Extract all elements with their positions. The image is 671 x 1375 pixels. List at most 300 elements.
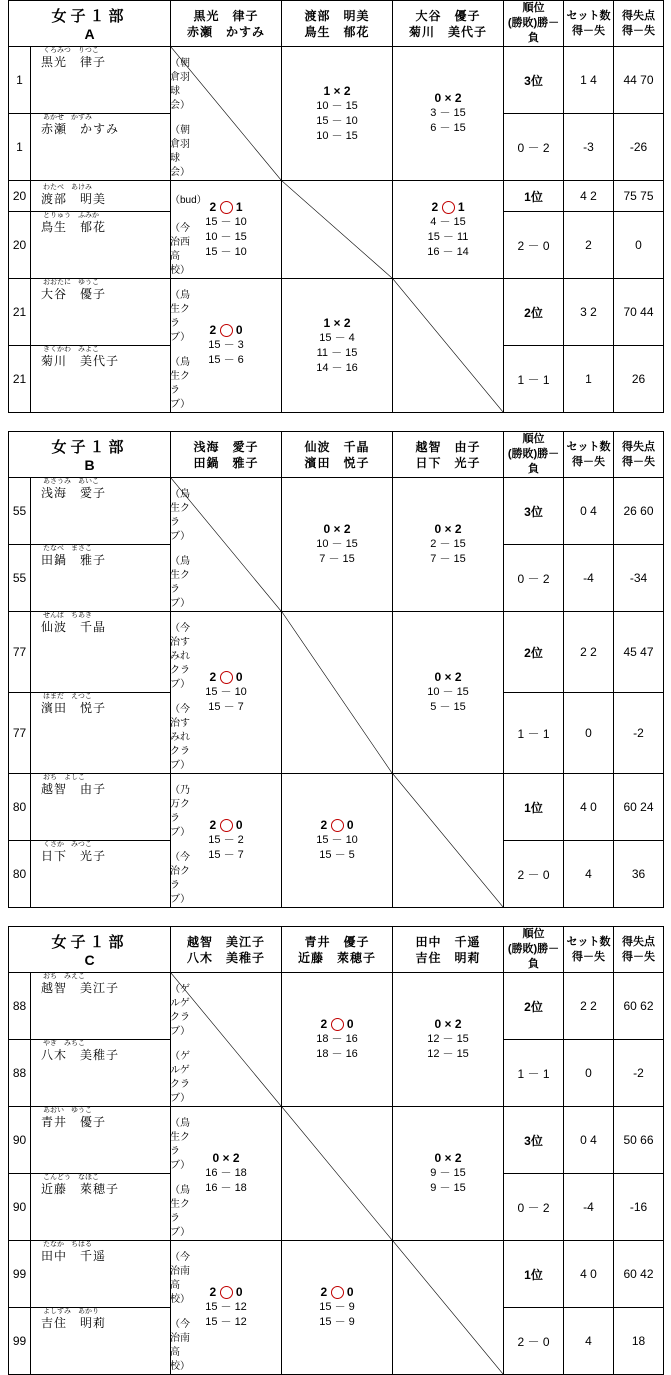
opponent-header: [282, 432, 393, 478]
entry-number: 88: [9, 973, 31, 1040]
player-name: 濱田 悦子: [41, 701, 107, 715]
set-score: 15 － 10: [316, 834, 358, 846]
result-block-c: [8, 926, 663, 1375]
diagonal-cell: [171, 478, 282, 612]
match-cell: [282, 1241, 393, 1375]
opponent-player-1: 渡部 明美: [304, 8, 370, 23]
sets-won-lost: 1 4: [564, 47, 614, 114]
set-score: 6 － 15: [430, 122, 466, 134]
win-circle-icon: [220, 324, 233, 337]
win-circle-icon: [442, 201, 455, 214]
player-cell: [31, 346, 191, 413]
set-score: 10 － 15: [316, 99, 358, 112]
player-name-row: [31, 620, 191, 692]
sets-won-lost: 4 0: [564, 774, 614, 841]
rank-header: [504, 927, 564, 973]
diagonal-cell: [171, 973, 282, 1107]
win-loss-record: 2 － 0: [504, 1308, 564, 1375]
diagonal-cell: [393, 279, 504, 413]
match-result: 0 × 2: [434, 91, 462, 106]
entry-number: 99: [9, 1308, 31, 1375]
match-result: 2 0: [209, 818, 243, 832]
player-name-row: [31, 354, 191, 412]
points-header-label: 得失点: [622, 935, 656, 948]
win-circle-icon: [220, 1286, 233, 1299]
player-name-row: [31, 122, 190, 180]
match-result: 2 1: [209, 199, 243, 214]
sets-difference: -4: [564, 1174, 614, 1241]
set-score: 10 － 15: [316, 129, 358, 142]
sets-won-lost: 0 4: [564, 478, 614, 545]
match-result: 2 0: [320, 1285, 354, 1299]
set-score: 15 － 12: [205, 1301, 247, 1313]
player-name-row: [31, 981, 191, 1039]
opponent-player-2: 鳥生 郁花: [304, 24, 370, 39]
set-score: 15 － 10: [205, 686, 247, 698]
set-score: 5 － 15: [430, 701, 466, 713]
opponent-player-1: 青井 優子: [304, 934, 370, 949]
player-name: 越智 由子: [41, 782, 107, 796]
player-cell: [31, 545, 191, 612]
match-result: 0 × 2: [434, 1017, 462, 1032]
player-club: （今治西高校）: [170, 223, 190, 276]
win-circle-icon: [220, 819, 233, 832]
player-ruby: あさうみ あいこ: [43, 478, 99, 485]
points-difference: -34: [614, 545, 664, 612]
player-club: （朝倉羽球会）: [170, 125, 190, 178]
match-result: 2 0: [209, 670, 243, 684]
points-header: [614, 432, 664, 478]
player-ruby: たなか ちはる: [43, 1241, 92, 1248]
rank-value: 1位: [504, 1241, 564, 1308]
player-ruby: あおい ゆうこ: [43, 1107, 92, 1114]
lose-x-icon: ×: [444, 1151, 452, 1166]
player-cell: [31, 478, 191, 545]
rank-header-label: 順位: [522, 433, 545, 445]
result-block-b: [8, 431, 663, 908]
match-result: 2 0: [320, 818, 354, 832]
rank-header-sub: (勝敗)勝－負: [507, 448, 560, 475]
win-loss-record: 1 － 1: [504, 693, 564, 774]
sets-difference: -3: [564, 114, 614, 181]
player-cell: [31, 279, 191, 346]
match-result: 1 × 2: [323, 315, 351, 330]
opponent-header: [282, 927, 393, 973]
opponent-player-1: 越智 美江子: [187, 934, 266, 949]
player-ruby: わたべ あけみ: [43, 184, 92, 191]
set-score: 7 － 15: [319, 553, 355, 565]
block-title-cell: [9, 927, 171, 973]
block-title: 女子１部: [51, 8, 128, 25]
opponent-player-2: 日下 光子: [415, 455, 481, 470]
sets-header-sub: 得－失: [572, 950, 606, 963]
player-ruby: おち みえこ: [43, 973, 85, 980]
player-ruby: くろみつ りつこ: [43, 47, 99, 54]
match-scores: [282, 84, 392, 144]
player-ruby: たなべ まさこ: [43, 545, 92, 552]
sets-header-sub: 得－失: [572, 24, 606, 37]
set-score: 15 － 4: [319, 331, 355, 344]
match-result: 0 × 2: [323, 522, 351, 537]
set-score: 9 － 15: [430, 1167, 466, 1179]
player-name-row: [31, 849, 191, 907]
match-cell: [282, 47, 393, 181]
result-block-a: [8, 0, 663, 413]
player-club: （鳥生クラブ）: [170, 1118, 191, 1171]
set-score: 18 － 16: [316, 1048, 358, 1060]
win-loss-record: 0 － 2: [504, 1174, 564, 1241]
sets-header-sub: 得－失: [572, 455, 606, 468]
player-name: 田鍋 雅子: [41, 553, 107, 567]
player-name: 近藤 萊穂子: [41, 1182, 120, 1196]
match-cell: [282, 973, 393, 1107]
player-name-row: [31, 1316, 190, 1374]
win-circle-icon: [220, 671, 233, 684]
entry-number: 1: [9, 47, 31, 114]
player-ruby: はまだ えつこ: [43, 693, 92, 700]
sets-difference: 2: [564, 212, 614, 279]
set-score: 15 － 5: [319, 849, 355, 861]
opponent-header: [171, 1, 282, 47]
opponent-header: [393, 1, 504, 47]
player-club: （鳥生クラブ）: [170, 357, 191, 410]
match-cell: [393, 1107, 504, 1241]
entry-number: 55: [9, 478, 31, 545]
opponent-player-1: 浅海 愛子: [193, 439, 259, 454]
match-cell: [393, 47, 504, 181]
player-name-row: [31, 486, 191, 544]
match-result: 2 0: [320, 1017, 354, 1031]
points-header-label: 得失点: [622, 440, 656, 453]
player-name-row: [31, 553, 191, 611]
points-difference: 0: [614, 212, 664, 279]
sets-difference: 1: [564, 346, 614, 413]
rank-header-label: 順位: [522, 928, 545, 940]
set-score: 7 － 15: [430, 553, 466, 565]
player-cell: [31, 1040, 191, 1107]
set-score: 16 － 14: [427, 245, 469, 258]
diagonal-cell: [393, 1241, 504, 1375]
entry-number: 90: [9, 1174, 31, 1241]
points-difference: -16: [614, 1174, 664, 1241]
player-cell: [31, 114, 190, 181]
player-cell: [31, 47, 190, 114]
lose-x-icon: ×: [222, 1151, 230, 1166]
points-header: [614, 1, 664, 47]
points-won-lost: 26 60: [614, 478, 664, 545]
sets-header: [564, 927, 614, 973]
player-ruby: あかせ かすみ: [43, 114, 92, 121]
match-scores: [282, 818, 392, 863]
player-club: （鳥生クラブ）: [170, 556, 191, 609]
sets-difference: 4: [564, 841, 614, 908]
match-cell: [393, 973, 504, 1107]
player-cell: [31, 973, 191, 1040]
win-circle-icon: [331, 1018, 344, 1031]
player-name: 黒光 律子: [41, 55, 107, 69]
match-scores: [282, 522, 392, 567]
points-header-sub: 得－失: [622, 24, 656, 37]
match-cell: [393, 181, 504, 279]
rank-value: 1位: [504, 181, 564, 212]
player-club: （bud）: [170, 195, 207, 206]
opponent-player-2: 八木 美稚子: [187, 950, 266, 965]
match-cell: [393, 478, 504, 612]
opponent-header: [171, 927, 282, 973]
entry-number: 21: [9, 346, 31, 413]
player-name-row: [31, 55, 190, 113]
entry-number: 55: [9, 545, 31, 612]
lose-x-icon: ×: [444, 91, 452, 106]
entry-number: 80: [9, 841, 31, 908]
set-score: 15 － 10: [205, 215, 247, 228]
sets-difference: 0: [564, 1040, 614, 1107]
rank-value: 3位: [504, 47, 564, 114]
match-scores: [282, 1017, 392, 1062]
win-loss-record: 0 － 2: [504, 545, 564, 612]
sets-difference: 4: [564, 1308, 614, 1375]
opponent-player-1: 仙波 千晶: [304, 439, 370, 454]
diagonal-cell: [282, 1107, 393, 1241]
match-cell: [393, 612, 504, 774]
match-result: 1 × 2: [323, 83, 351, 98]
player-name: 鳥生 郁花: [41, 220, 107, 234]
player-name: 吉住 明莉: [41, 1316, 107, 1330]
player-club: （乃万クラブ）: [170, 785, 191, 838]
set-score: 10 － 15: [427, 686, 469, 698]
match-scores: [393, 1151, 503, 1196]
opponent-player-2: 近藤 萊穂子: [298, 950, 377, 965]
points-difference: 18: [614, 1308, 664, 1375]
player-name: 渡部 明美: [41, 192, 107, 206]
set-score: 9 － 15: [430, 1182, 466, 1194]
block-spacer: [0, 908, 671, 926]
set-score: 15 － 7: [208, 849, 244, 861]
player-ruby: とりゅう ふみか: [43, 212, 99, 219]
lose-x-icon: ×: [333, 83, 341, 98]
block-title-cell: [9, 1, 171, 47]
results-table: [8, 926, 664, 1375]
match-scores: [282, 316, 392, 376]
player-name: 日下 光子: [41, 849, 107, 863]
sets-header-label: セット数: [566, 9, 611, 22]
win-circle-icon: [220, 201, 233, 214]
win-circle-icon: [331, 819, 344, 832]
match-result: 2 1: [431, 199, 465, 214]
set-score: 15 － 3: [208, 339, 244, 351]
set-score: 12 － 15: [427, 1048, 469, 1060]
opponent-header: [393, 432, 504, 478]
player-cell: [31, 1241, 190, 1308]
player-name: 大谷 優子: [41, 287, 107, 301]
sets-won-lost: 2 2: [564, 612, 614, 693]
entry-number: 88: [9, 1040, 31, 1107]
rank-value: 2位: [504, 973, 564, 1040]
match-cell: [282, 279, 393, 413]
points-won-lost: 50 66: [614, 1107, 664, 1174]
opponent-player-1: 黒光 律子: [193, 8, 259, 23]
match-result: 2 0: [209, 323, 243, 337]
points-won-lost: 60 24: [614, 774, 664, 841]
player-name-row: [31, 701, 191, 773]
entry-number: 77: [9, 693, 31, 774]
match-scores: [282, 1285, 392, 1330]
player-club: （鳥生クラブ）: [170, 489, 191, 542]
sets-difference: -4: [564, 545, 614, 612]
player-name: 仙波 千晶: [41, 620, 107, 634]
entry-number: 20: [9, 181, 31, 212]
player-name-row: [31, 1249, 190, 1307]
set-score: 15 － 10: [205, 245, 247, 258]
sets-header-label: セット数: [566, 440, 611, 453]
player-name-row: [31, 287, 191, 345]
set-score: 15 － 7: [208, 701, 244, 713]
opponent-player-2: 濱田 悦子: [304, 455, 370, 470]
entry-number: 99: [9, 1241, 31, 1308]
player-ruby: きくかわ みよこ: [43, 346, 99, 353]
entry-number: 21: [9, 279, 31, 346]
diagonal-cell: [171, 47, 282, 181]
player-ruby: やぎ みちこ: [43, 1040, 85, 1047]
opponent-player-2: 赤瀬 かすみ: [187, 24, 266, 39]
match-cell: [282, 478, 393, 612]
player-ruby: せんぱ ちあき: [43, 612, 92, 619]
points-won-lost: 70 44: [614, 279, 664, 346]
player-club: （鳥生クラブ）: [170, 1185, 191, 1238]
points-won-lost: 75 75: [614, 181, 664, 212]
win-loss-record: 2 － 0: [504, 841, 564, 908]
set-score: 15 － 9: [319, 1301, 355, 1313]
player-club: （今治すみれクラブ）: [170, 704, 191, 771]
rank-header-label: 順位: [522, 2, 545, 14]
block-subtitle: B: [84, 457, 95, 473]
lose-x-icon: ×: [444, 1017, 452, 1032]
sets-won-lost: 3 2: [564, 279, 614, 346]
points-won-lost: 45 47: [614, 612, 664, 693]
results-table: [8, 0, 664, 413]
match-result: 0 × 2: [434, 522, 462, 537]
win-loss-record: 0 － 2: [504, 114, 564, 181]
rank-value: 3位: [504, 1107, 564, 1174]
points-difference: -26: [614, 114, 664, 181]
player-name: 青井 優子: [41, 1115, 107, 1129]
set-score: 3 － 15: [430, 107, 466, 119]
points-won-lost: 60 42: [614, 1241, 664, 1308]
points-header-sub: 得－失: [622, 950, 656, 963]
sets-won-lost: 2 2: [564, 973, 614, 1040]
player-cell: [31, 1174, 191, 1241]
sets-difference: 0: [564, 693, 614, 774]
set-score: 15 － 6: [208, 354, 244, 366]
set-score: 14 － 16: [316, 361, 358, 374]
win-loss-record: 2 － 0: [504, 212, 564, 279]
player-cell: [31, 1308, 190, 1375]
opponent-player-2: 吉住 明莉: [415, 950, 481, 965]
match-scores: [393, 670, 503, 715]
player-cell: [31, 774, 191, 841]
lose-x-icon: ×: [333, 522, 341, 537]
player-name-row: [31, 1182, 191, 1240]
opponent-player-2: 菊川 美代子: [409, 24, 488, 39]
entry-number: 90: [9, 1107, 31, 1174]
player-name-row: [31, 220, 190, 278]
opponent-player-1: 越智 由子: [415, 439, 481, 454]
set-score: 15 － 12: [205, 1316, 247, 1328]
set-score: 11 － 15: [316, 346, 358, 359]
set-score: 18 － 16: [316, 1033, 358, 1045]
set-score: 2 － 15: [430, 538, 466, 550]
player-ruby: くさか みつこ: [43, 841, 92, 848]
block-title-cell: [9, 432, 171, 478]
match-result: 0 × 2: [434, 670, 462, 685]
player-club: （今治南高校）: [170, 1252, 190, 1305]
points-header: [614, 927, 664, 973]
diagonal-cell: [282, 612, 393, 774]
entry-number: 80: [9, 774, 31, 841]
entry-number: 1: [9, 114, 31, 181]
points-won-lost: 60 62: [614, 973, 664, 1040]
lose-x-icon: ×: [444, 522, 452, 537]
player-club: （今治クラブ）: [170, 852, 191, 905]
diagonal-cell: [393, 774, 504, 908]
diagonal-cell: [282, 181, 393, 279]
rank-value: 2位: [504, 612, 564, 693]
sets-header-label: セット数: [566, 935, 611, 948]
match-result: 2 0: [209, 1285, 243, 1299]
opponent-header: [282, 1, 393, 47]
rank-value: 2位: [504, 279, 564, 346]
win-loss-record: 1 － 1: [504, 1040, 564, 1107]
player-cell: [31, 1107, 191, 1174]
player-name-row: [31, 192, 207, 208]
rank-header: [504, 1, 564, 47]
points-difference: 26: [614, 346, 664, 413]
entry-number: 20: [9, 212, 31, 279]
set-score: 4 － 15: [430, 215, 466, 228]
opponent-header: [393, 927, 504, 973]
player-club: （ゲルゲクラブ）: [170, 984, 191, 1037]
player-name: 八木 美稚子: [41, 1048, 120, 1062]
rank-value: 3位: [504, 478, 564, 545]
player-club: （鳥生クラブ）: [170, 290, 191, 343]
block-spacer: [0, 413, 671, 431]
player-ruby: おおたに ゆうこ: [43, 279, 99, 286]
block-title: 女子１部: [51, 439, 128, 456]
win-circle-icon: [331, 1286, 344, 1299]
match-scores: [393, 522, 503, 567]
player-cell: [31, 841, 191, 908]
rank-value: 1位: [504, 774, 564, 841]
points-difference: 36: [614, 841, 664, 908]
match-result: 0 × 2: [212, 1151, 240, 1166]
sets-won-lost: 4 0: [564, 1241, 614, 1308]
player-name: 赤瀬 かすみ: [41, 122, 120, 136]
rank-header: [504, 432, 564, 478]
lose-x-icon: ×: [444, 670, 452, 685]
sets-won-lost: 4 2: [564, 181, 614, 212]
set-score: 16 － 18: [205, 1167, 247, 1179]
opponent-player-1: 田中 千遥: [415, 934, 481, 949]
set-score: 15 － 11: [427, 230, 469, 243]
entry-number: 77: [9, 612, 31, 693]
match-scores: [393, 1017, 503, 1062]
points-won-lost: 44 70: [614, 47, 664, 114]
points-difference: -2: [614, 1040, 664, 1107]
set-score: 15 － 2: [208, 834, 244, 846]
block-subtitle: C: [84, 952, 95, 968]
player-cell: [31, 212, 190, 279]
lose-x-icon: ×: [333, 315, 341, 330]
